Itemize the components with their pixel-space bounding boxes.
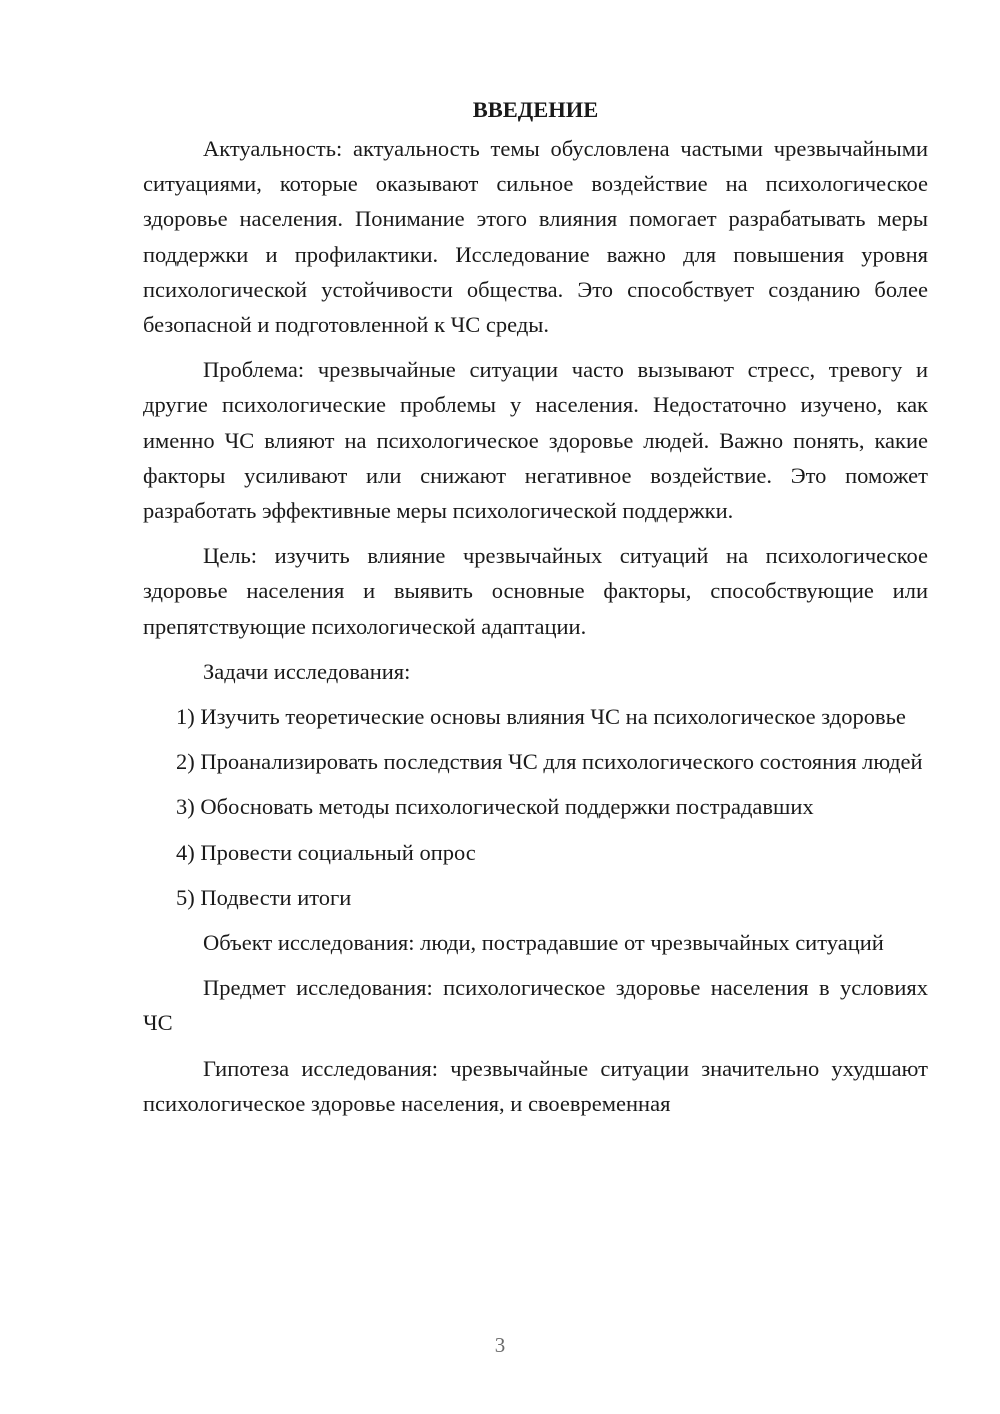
task-item-2: 2) Проанализировать последствия ЧС для психологического состояния людей	[176, 749, 923, 775]
document-page	[143, 92, 928, 1121]
page-number: 3	[494, 1333, 506, 1357]
paragraph-subject: Предмет исследования: психологическое здоровье населения в условиях ЧС	[143, 975, 928, 1036]
paragraph-object: Объект исследования: люди, пострадавшие от чрезвычайных ситуаций	[203, 930, 884, 956]
paragraph-problem: Проблема: чрезвычайные ситуации часто вызывают стресс, тревогу и другие психологические проблемы у населения. Недостаточно изучено, как именно ЧС влияют на психологическое здоровье людей. Важно понять, какие факторы усиливают или снижают негативное воздействие. Это поможет разработать эффективные меры психологической поддержки.	[143, 357, 928, 524]
task-item-3: 3) Обосновать методы психологической поддержки пострадавших	[176, 794, 814, 820]
task-item-4: 4) Провести социальный опрос	[176, 839, 476, 865]
paragraph-hypothesis: Гипотеза исследования: чрезвычайные ситуации значительно ухудшают психологическое здоровье населения, и своевременная	[143, 1055, 928, 1116]
paragraph-tasks-intro: Задачи исследования:	[203, 658, 411, 684]
paragraph-relevance: Актуальность: актуальность темы обусловлена частыми чрезвычайными ситуациями, которые оказывают сильное воздействие на психологическое здоровье населения. Понимание этого влияния помогает разрабатывать меры поддержки и профилактики. Исследование важно для повышения уровня психологической устойчивости общества. Это способствует созданию более безопасной и подготовленной к ЧС среды.	[143, 136, 928, 338]
section-heading: ВВЕДЕНИЕ	[472, 97, 599, 122]
task-item-1: 1) Изучить теоретические основы влияния ЧС на психологическое здоровье	[176, 704, 906, 730]
task-item-5: 5) Подвести итоги	[176, 884, 352, 910]
paragraph-goal: Цель: изучить влияние чрезвычайных ситуаций на психологическое здоровье населения и выявить основные факторы, способствующие или препятствующие психологической адаптации.	[143, 543, 928, 639]
